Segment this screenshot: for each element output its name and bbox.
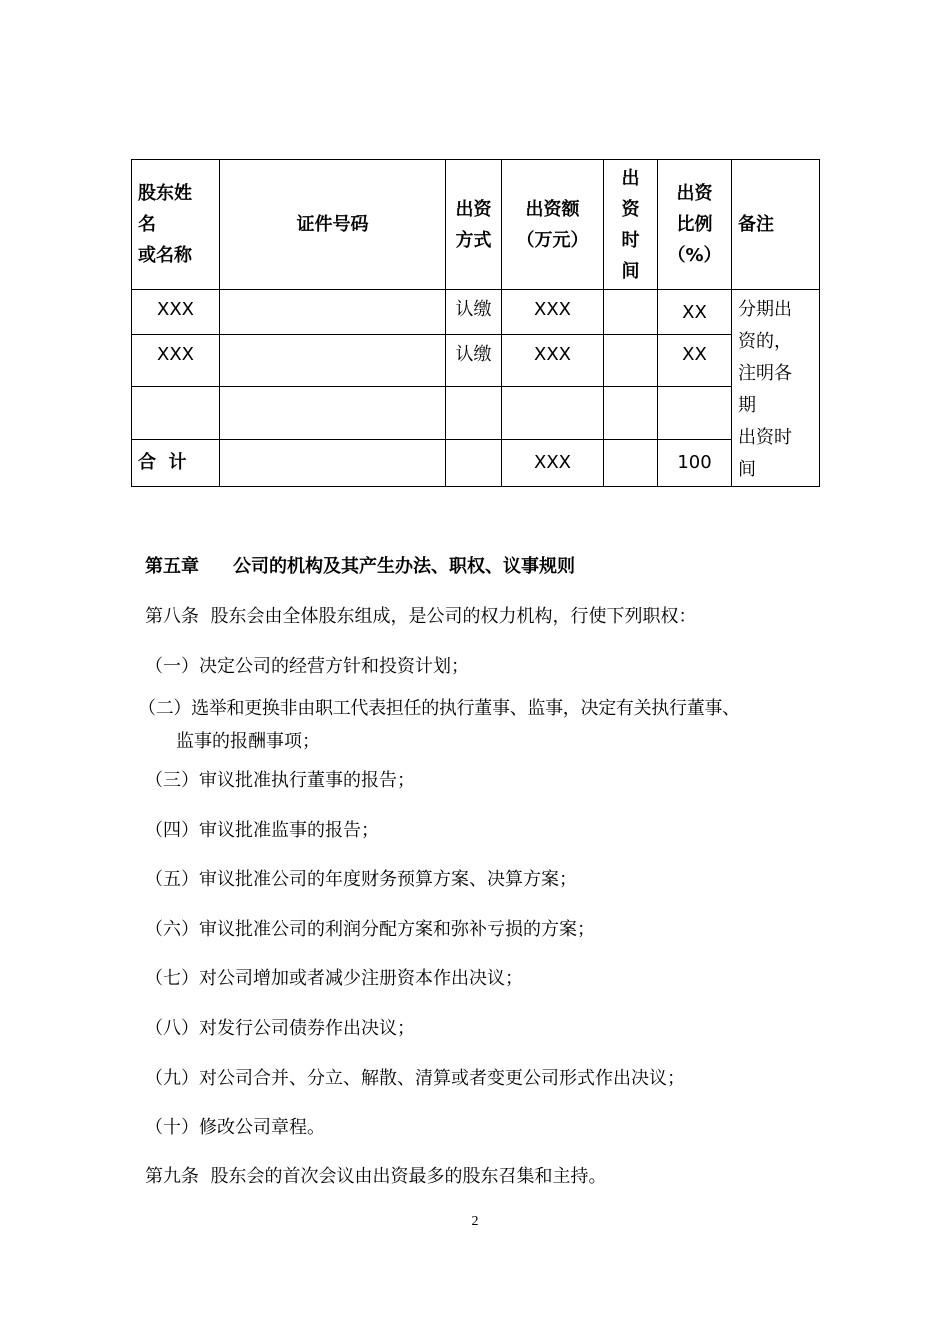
cell-name: XXX [132,335,220,387]
header-method: 出资 方式 [446,160,502,290]
shareholder-table [131,159,820,487]
cell-time [604,439,658,486]
table-row [132,335,820,387]
table-total-row [132,439,820,486]
article-8-item: （三）审议批准执行董事的报告； [145,770,415,791]
article-8-item-continuation: 监事的报酬事项； [176,731,320,752]
header-time: 出 资 时 间 [604,160,658,290]
cell-total-label: 合 计 [132,439,220,486]
cell-total-ratio: 100 [658,439,732,486]
cell-time [604,335,658,387]
chapter-title: 公司的机构及其产生办法、职权、议事规则 [233,556,575,577]
cell-amount [502,386,604,439]
cell-name [132,386,220,439]
chapter-heading [145,552,575,578]
cell-method [446,439,502,486]
cell-amount: XXX [502,335,604,387]
cell-method [446,386,502,439]
header-note: 备注 [732,160,820,290]
chapter-number: 第五章 [145,556,199,577]
cell-ratio: XX [658,335,732,387]
article-8-item: （九）对公司合并、分立、解散、清算或者变更公司形式作出决议； [145,1068,685,1089]
cell-amount: XXX [502,290,604,335]
article-8-item: （五）审议批准公司的年度财务预算方案、决算方案； [145,869,577,890]
article-8-item: （二）选举和更换非由职工代表担任的执行董事、监事，决定有关执行董事、 [138,698,740,719]
header-name: 股东姓 名 或名称 [132,160,220,290]
article-8-item: （七）对公司增加或者减少注册资本作出决议； [145,968,523,989]
cell-method: 认缴 [446,290,502,335]
cell-total-amount: XXX [502,439,604,486]
article-9-text: 第九条 股东会的首次会议由出资最多的股东召集和主持。 [145,1166,607,1187]
cell-ratio [658,386,732,439]
cell-id-number [220,386,446,439]
cell-time [604,290,658,335]
header-amount: 出资额 （万元） [502,160,604,290]
cell-time [604,386,658,439]
cell-id-number [220,335,446,387]
cell-ratio: XX [658,290,732,335]
article-8-item: （八）对发行公司债券作出决议； [145,1018,415,1039]
table-row [132,386,820,439]
article-8-item: （六）审议批准公司的利润分配方案和弥补亏损的方案； [145,919,595,940]
cell-note: 分期出 资的， 注明各 期 出资时 间 [732,290,820,487]
table-header-row [132,160,820,290]
header-ratio: 出资 比例 （%） [658,160,732,290]
article-8-item: （四）审议批准监事的报告； [145,820,379,841]
cell-id-number [220,439,446,486]
cell-name: XXX [132,290,220,335]
header-id-number: 证件号码 [220,160,446,290]
article-8-intro: 第八条 股东会由全体股东组成，是公司的权力机构，行使下列职权： [145,606,697,627]
cell-id-number [220,290,446,335]
article-8-item: （十）修改公司章程。 [145,1117,325,1138]
table-row [132,290,820,335]
cell-method: 认缴 [446,335,502,387]
page-number: 2 [471,1214,479,1229]
article-8-item: （一）决定公司的经营方针和投资计划； [145,656,469,677]
